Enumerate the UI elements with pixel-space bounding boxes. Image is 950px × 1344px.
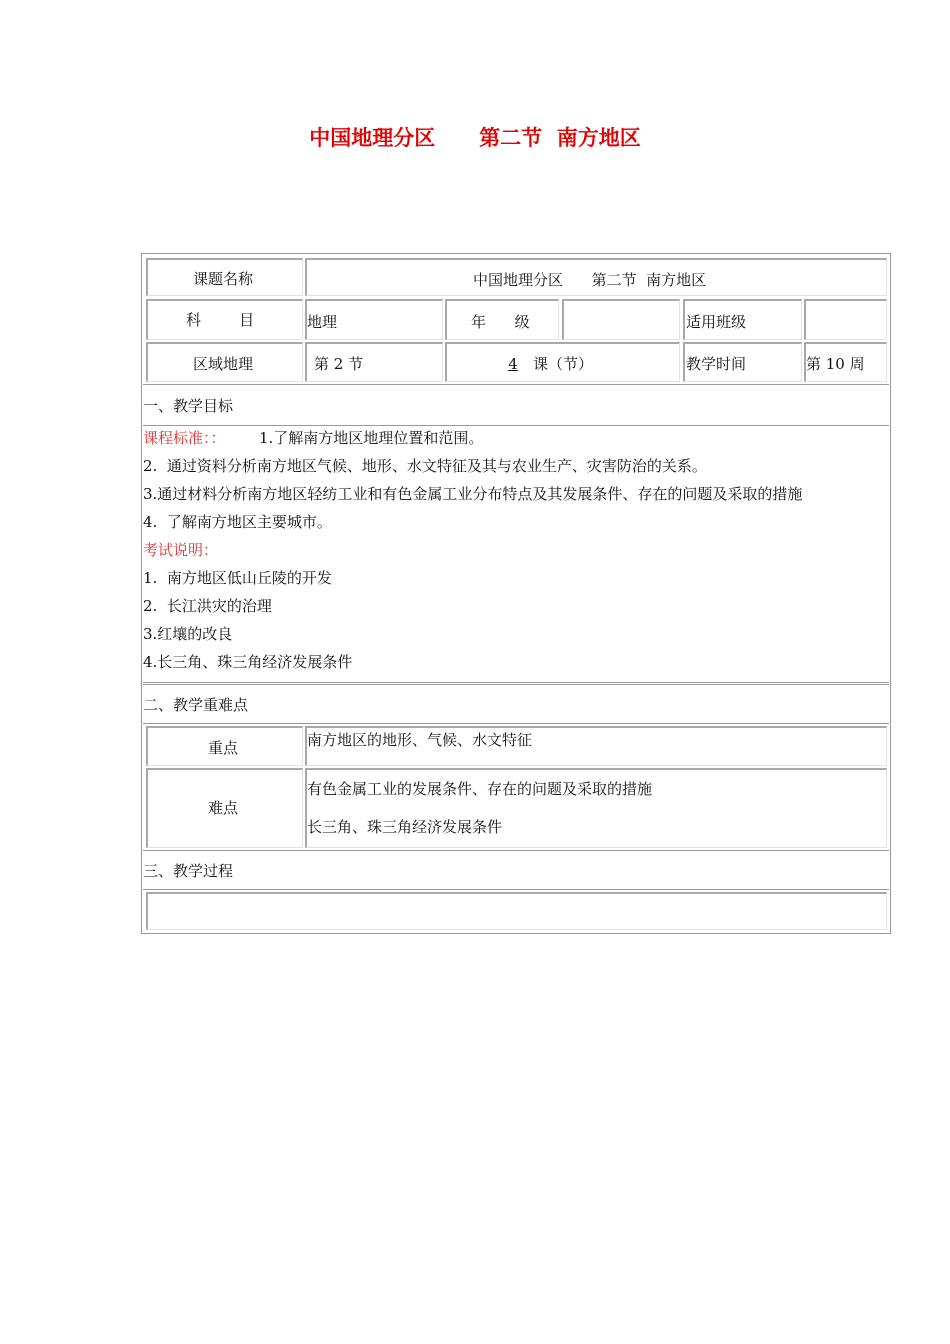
class-value-cell (804, 299, 887, 340)
topic-value: 中国地理分区 第二节 南方地区 (473, 271, 707, 289)
grade-label-cell (445, 299, 559, 340)
goals-heading-band (143, 384, 889, 426)
exam-item-1: 1. 南方地区低山丘陵的开发 (143, 569, 332, 587)
section-value: 第 2 节 (314, 355, 364, 373)
time-value: 第 10 周 (806, 355, 865, 373)
difficult-item-2: 长三角、珠三角经济发展条件 (307, 818, 503, 836)
grade-label: 年 级 (471, 313, 530, 331)
difficult-label: 难点 (208, 799, 239, 817)
difficult-label-cell (146, 768, 303, 848)
goals-heading: 一、教学目标 (143, 397, 234, 415)
key-label: 重点 (208, 739, 239, 757)
keypoints-heading: 二、教学重难点 (143, 696, 249, 714)
key-value-cell (305, 726, 887, 766)
keypoints-heading-band (143, 684, 889, 724)
goals-content (143, 426, 889, 683)
difficult-item-1: 有色金属工业的发展条件、存在的问题及采取的措施 (307, 780, 653, 798)
standard-item-4: 4. 了解南方地区主要城市。 (143, 513, 332, 531)
lesson-count-cell (445, 342, 680, 382)
subject-value-cell (305, 299, 443, 340)
time-value-cell (804, 342, 887, 382)
grade-value-cell (562, 299, 680, 340)
key-label-cell (146, 726, 303, 766)
time-label: 教学时间 (686, 355, 747, 373)
process-heading-band (143, 850, 889, 890)
process-content-cell (146, 892, 887, 930)
standard-label: 课程标准：： (143, 429, 226, 447)
standard-item-2: 2. 通过资料分析南方地区气候、地形、水文特征及其与农业生产、灾害防治的关系。 (143, 457, 707, 475)
class-label: 适用班级 (686, 313, 747, 331)
lesson-plan-table (141, 253, 891, 934)
exam-item-3: 3.红壤的改良 (143, 625, 233, 643)
difficult-value-cell (305, 768, 887, 848)
subject-label: 科 目 (186, 311, 255, 329)
section-value-cell (305, 342, 443, 382)
process-heading: 三、教学过程 (143, 862, 234, 880)
subject-label-cell (146, 299, 303, 340)
topic-label-cell (146, 258, 303, 296)
topic-value-cell (305, 258, 887, 296)
exam-label: 考试说明： (143, 541, 219, 559)
unit-label-cell (146, 342, 303, 382)
time-label-cell (683, 342, 802, 382)
standard-item-1: 1.了解南方地区地理位置和范围。 (259, 429, 484, 447)
exam-item-4: 4.长三角、珠三角经济发展条件 (143, 653, 353, 671)
key-value: 南方地区的地形、气候、水文特征 (307, 731, 533, 749)
standard-item-3: 3.通过材料分析南方地区轻纺工业和有色金属工业分布特点及其发展条件、存在的问题及采取的措施 (143, 485, 803, 503)
unit-label: 区域地理 (193, 355, 254, 373)
class-label-cell (683, 299, 802, 340)
lesson-count: 4 (508, 355, 518, 373)
page-title: 中国地理分区 第二节 南方地区 (309, 126, 641, 150)
subject-value: 地理 (307, 313, 338, 331)
topic-label: 课题名称 (193, 270, 254, 288)
exam-item-2: 2. 长江洪灾的治理 (143, 597, 272, 615)
lesson-suffix: 课（节） (533, 355, 594, 373)
